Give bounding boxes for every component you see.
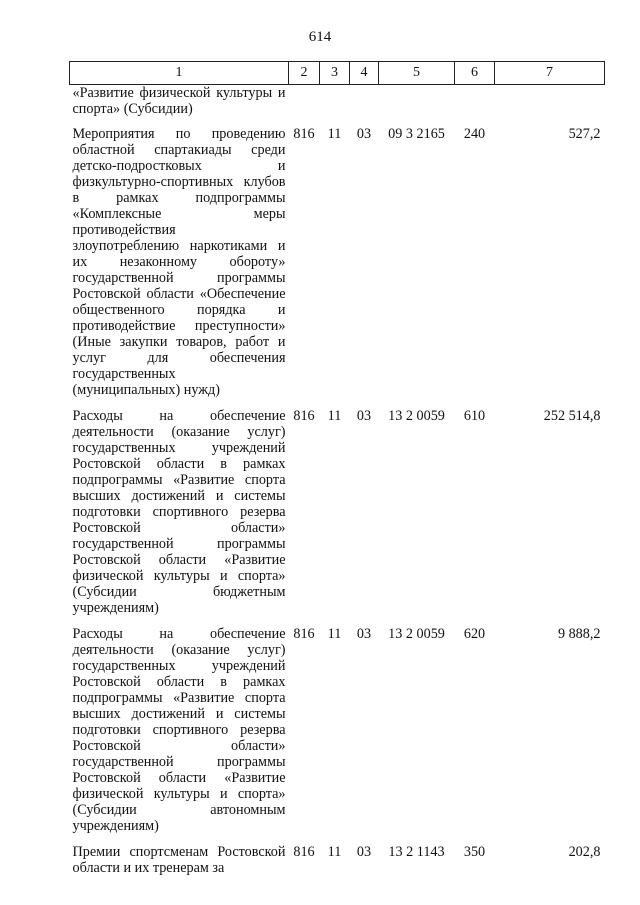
row-section: 11 bbox=[327, 626, 342, 642]
row-ministry: 816 bbox=[293, 844, 315, 860]
row-subsection: 03 bbox=[356, 844, 372, 860]
table-row bbox=[70, 626, 605, 844]
table-row bbox=[70, 126, 605, 408]
row-expense-type: 610 bbox=[463, 408, 486, 424]
row-ministry: 816 bbox=[293, 626, 315, 642]
row-amount bbox=[495, 85, 605, 127]
row-target: 09 3 2165 bbox=[388, 126, 445, 142]
row-ministry: 816 bbox=[293, 126, 315, 142]
row-expense-type: 350 bbox=[463, 844, 486, 860]
budget-table bbox=[69, 61, 605, 886]
table-header-row bbox=[70, 62, 605, 85]
row-name: Расходы на обеспечение деятельности (оказание услуг) государственных учреждений Ростовской области в рамках подпрограммы «Развитие спорта высших достижений и системы подготовки спортивного резерва Ростовской области» государственной программы Ростовской области «Развитие физической культуры и спорта» (Субсидии бюджетным учреждениям) bbox=[72, 408, 286, 616]
row-ministry: 816 bbox=[293, 408, 315, 424]
row-target: 13 2 1143 bbox=[388, 844, 445, 860]
row-subsection bbox=[350, 85, 379, 127]
row-subsection: 03 bbox=[356, 408, 372, 424]
row-expense-type bbox=[455, 85, 495, 127]
row-section bbox=[320, 85, 350, 127]
table-row bbox=[70, 408, 605, 626]
row-expense-type: 620 bbox=[463, 626, 486, 642]
row-amount: 527,2 bbox=[568, 126, 601, 142]
header-col-5: 5 bbox=[379, 62, 455, 85]
row-target bbox=[379, 85, 455, 127]
row-expense-type: 240 bbox=[463, 126, 486, 142]
row-section: 11 bbox=[327, 126, 342, 142]
row-target: 13 2 0059 bbox=[388, 408, 445, 424]
row-subsection: 03 bbox=[356, 626, 372, 642]
header-col-6: 6 bbox=[455, 62, 495, 85]
row-name: Премии спортсменам Ростовской области и их тренерам за bbox=[72, 844, 286, 876]
row-amount: 9 888,2 bbox=[557, 626, 601, 642]
header-col-3: 3 bbox=[320, 62, 350, 85]
header-col-7: 7 bbox=[495, 62, 605, 85]
row-section: 11 bbox=[327, 844, 342, 860]
header-col-2: 2 bbox=[289, 62, 320, 85]
row-target: 13 2 0059 bbox=[388, 626, 445, 642]
row-subsection: 03 bbox=[356, 126, 372, 142]
row-ministry bbox=[289, 85, 320, 127]
table-row bbox=[70, 85, 605, 127]
row-name: «Развитие физической культуры и спорта» (Субсидии) bbox=[72, 85, 286, 117]
row-section: 11 bbox=[327, 408, 342, 424]
page-number: 614 bbox=[308, 29, 332, 45]
row-name: Расходы на обеспечение деятельности (оказание услуг) государственных учреждений Ростовской области в рамках подпрограммы «Развитие спорта высших достижений и системы подготовки спортивного резерва Ростовской области» государственной программы Ростовской области «Развитие физической культуры и спорта» (Субсидии автономным учреждениям) bbox=[72, 626, 286, 834]
header-col-1: 1 bbox=[70, 62, 289, 85]
table-row bbox=[70, 844, 605, 886]
header-col-4: 4 bbox=[350, 62, 379, 85]
row-amount: 252 514,8 bbox=[543, 408, 601, 424]
row-name: Мероприятия по проведению областной спартакиады среди детско-подростковых и физкультурно-спортивных клубов в рамках подпрограммы «Комплексные меры противодействия злоупотреблению наркотиками и их незаконному обороту» государственной программы Ростовской области «Обеспечение общественного порядка и противодействие преступности» (Иные закупки товаров, работ и услуг для обеспечения государственных (муниципальных) нужд) bbox=[72, 126, 286, 398]
row-amount: 202,8 bbox=[568, 844, 601, 860]
